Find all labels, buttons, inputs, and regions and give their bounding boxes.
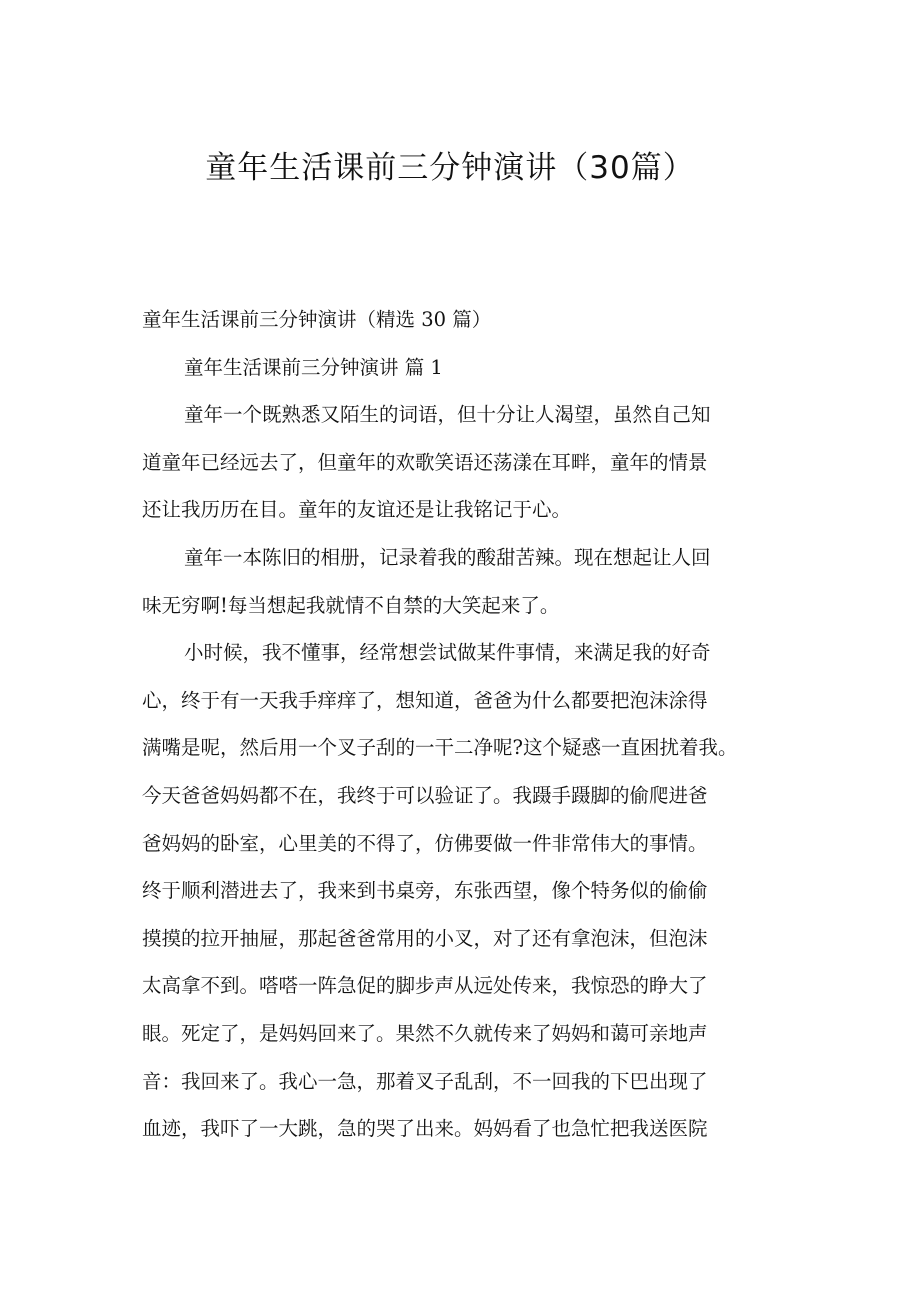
paragraph-line: 心，终于有一天我手痒痒了，想知道，爸爸为什么都要把泡沫涂得 [142, 688, 708, 712]
paragraph-line: 血迹，我吓了一大跳，急的哭了出来。妈妈看了也急忙把我送医院 [142, 1117, 708, 1141]
paragraph-line: 味无穷啊!每当想起我就情不自禁的大笑起来了。 [142, 593, 560, 617]
section-heading: 童年生活课前三分钟演讲 篇 1 [184, 355, 443, 379]
paragraph-line: 眼。死定了，是妈妈回来了。果然不久就传来了妈妈和蔼可亲地声 [142, 1021, 708, 1045]
document-body [142, 296, 782, 1153]
paragraph-line: 终于顺利潜进去了，我来到书桌旁，东张西望，像个特务似的偷偷 [142, 879, 708, 903]
paragraph-line: 小时候，我不懂事，经常想尝试做某件事情，来满足我的好奇 [184, 641, 711, 665]
paragraph-line: 音：我回来了。我心一急，那着叉子乱刮，不一回我的下巴出现了 [142, 1069, 708, 1093]
paragraph-line: 童年一本陈旧的相册，记录着我的酸甜苦辣。现在想起让人回 [184, 545, 711, 569]
paragraph-line: 道童年已经远去了，但童年的欢歌笑语还荡漾在耳畔，童年的情景 [142, 450, 708, 474]
paragraph-line: 满嘴是呢，然后用一个叉子刮的一干二净呢?这个疑惑一直困扰着我。 [142, 736, 738, 760]
document-title: 童年生活课前三分钟演讲（30篇） [205, 150, 695, 186]
paragraph-line: 还让我历历在目。童年的友谊还是让我铭记于心。 [142, 498, 572, 522]
paragraph-line: 摸摸的拉开抽屉，那起爸爸常用的小叉，对了还有拿泡沫，但泡沫 [142, 926, 708, 950]
paragraph-line: 今天爸爸妈妈都不在，我终于可以验证了。我蹑手蹑脚的偷爬进爸 [142, 783, 708, 807]
subtitle-line: 童年生活课前三分钟演讲（精选 30 篇） [142, 308, 492, 331]
paragraph-line: 童年一个既熟悉又陌生的词语，但十分让人渴望，虽然自己知 [184, 403, 711, 427]
paragraph-line: 爸妈妈的卧室，心里美的不得了，仿佛要做一件非常伟大的事情。 [142, 831, 708, 855]
paragraph-line: 太高拿不到。嗒嗒一阵急促的脚步声从远处传来，我惊恐的睁大了 [142, 974, 708, 998]
